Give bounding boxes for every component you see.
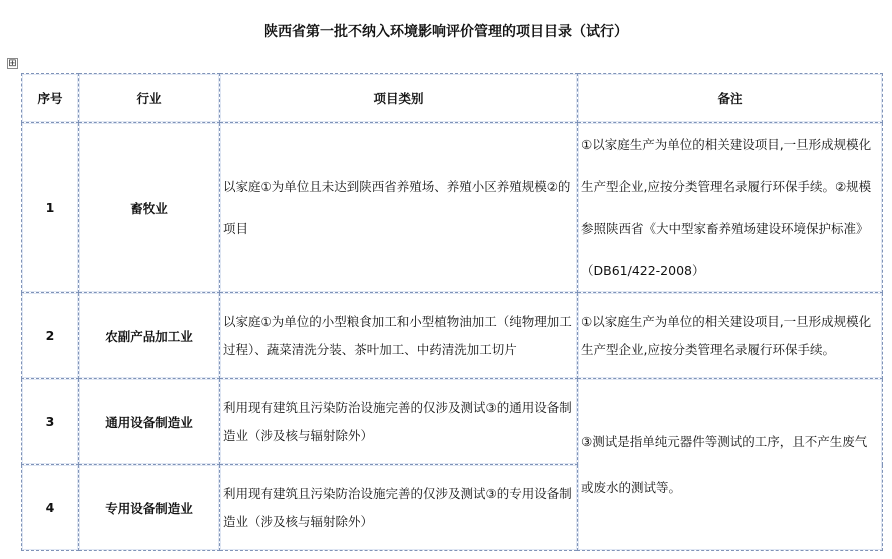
row-industry: 农副产品加工业 xyxy=(79,293,220,379)
table-row xyxy=(22,379,883,465)
row-category: 以家庭①为单位的小型粮食加工和小型植物油加工（纯物理加工过程）、蔬菜清洗分装、茶叶加工、中药清洗加工切片 xyxy=(220,293,578,379)
row-industry: 畜牧业 xyxy=(79,123,220,293)
project-table xyxy=(21,73,883,551)
row-no: 1 xyxy=(22,123,79,293)
document-title: 陕西省第一批不纳入环境影响评价管理的项目目录（试行） xyxy=(264,24,628,40)
table-row xyxy=(22,123,883,293)
row-note-merged: ③测试是指单纯元器件等测试的工序，且不产生废气或废水的测试等。 xyxy=(578,379,883,551)
row-category: 以家庭①为单位且未达到陕西省养殖场、养殖小区养殖规模②的项目 xyxy=(220,123,578,293)
row-no: 3 xyxy=(22,379,79,465)
row-no: 2 xyxy=(22,293,79,379)
header-note: 备注 xyxy=(578,74,883,123)
table-move-handle-icon[interactable]: ⊞ xyxy=(8,58,17,69)
header-row xyxy=(22,74,883,123)
header-category: 项目类别 xyxy=(220,74,578,123)
row-industry: 通用设备制造业 xyxy=(79,379,220,465)
table-row xyxy=(22,293,883,379)
row-category: 利用现有建筑且污染防治设施完善的仅涉及测试③的专用设备制造业（涉及核与辐射除外） xyxy=(220,465,578,551)
header-industry: 行业 xyxy=(79,74,220,123)
row-industry: 专用设备制造业 xyxy=(79,465,220,551)
header-no: 序号 xyxy=(22,74,79,123)
row-note: ①以家庭生产为单位的相关建设项目,一旦形成规模化生产型企业,应按分类管理名录履行环保手续。 xyxy=(578,293,883,379)
row-no: 4 xyxy=(22,465,79,551)
row-note: ①以家庭生产为单位的相关建设项目,一旦形成规模化生产型企业,应按分类管理名录履行环保手续。②规模参照陕西省《大中型家畜养殖场建设环境保护标准》（DB61/422-2008） xyxy=(578,123,883,293)
row-category: 利用现有建筑且污染防治设施完善的仅涉及测试③的通用设备制造业（涉及核与辐射除外） xyxy=(220,379,578,465)
